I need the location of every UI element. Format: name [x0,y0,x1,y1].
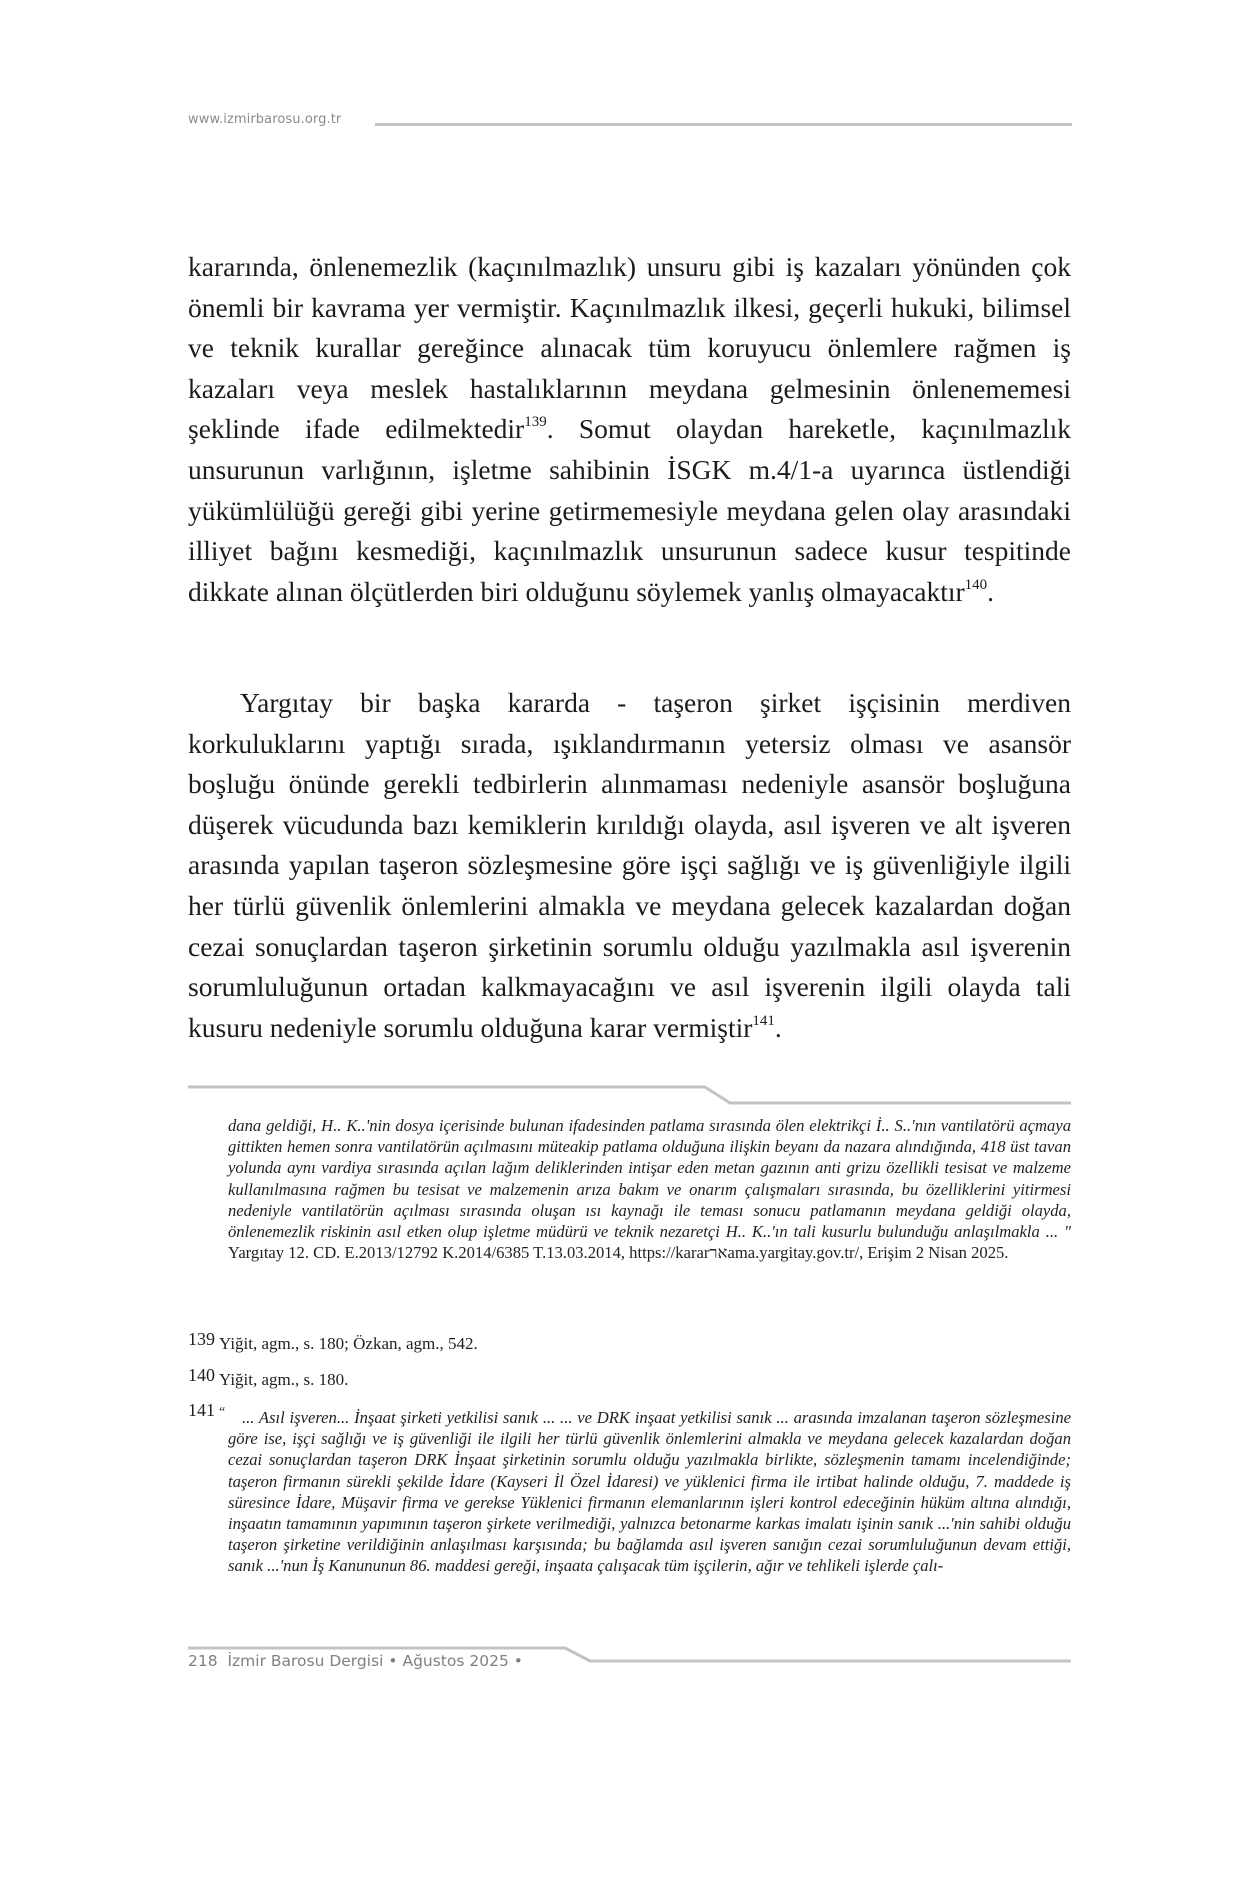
page-number: 218 [188,1652,218,1670]
journal-name: İzmir Barosu Dergisi [227,1652,384,1670]
footnote-ref-141[interactable]: 141 [752,1012,775,1029]
body-paragraph-1 [188,247,1071,612]
footer-bullet: • [388,1652,398,1670]
footnote-number: 141 [188,1400,215,1420]
footnote-continued-citation: Yargıtay 12. CD. E.2013/12792 K.2014/6385 T.13.03.2014, https://kararארama.yargitay.gov.tr/, Erişim 2 Nisan 2025. [228,1243,1009,1263]
footnote-ref-139[interactable]: 139 [524,414,547,431]
footnote-139 [188,1329,1071,1354]
paragraph-2-end: . [774,1011,782,1043]
footnote-open-quote: “ [219,1405,226,1420]
footnote-text: ... Asıl işveren... İnşaat şirketi yetkilisi sanık ... ... ve DRK inşaat yetkilisi sanık ... arasında imzalanan taşeron sözleşmesine göre ise, işçi sağlığı ve iş güvenliği ile ilgili her türlü güvenlik önlemlerini almakla ve meydana gelecek kazalardan doğan cezai sonuçlardan taşeron DRK İnşaat şirketinin sorumlu olduğu yazılmakla birlikte, sözleşmenin tamamı incelendiğinde; taşeron firmanın sürekli şekilde İdare (Kayseri İl Özel İdaresi) ve yüklenici firma ile irtibat halinde olduğu, 7. maddede iş süresince İdare, Müşavir firma ve gerekse Yüklenici firmanın elemanlarının işleri kontrol edeceğinin hüküm altına alındığı, inşaatın tamamının yapımının taşeron şirkete verilmediği, yalnızca betonarme karkas imalatı işinin sanık ...'nin sahibi olduğu taşeron şirketine verildiğinin anlaşılması karşısında; bu bağlamda asıl işveren sanığın cezai sorumluluğunun devam ettiği, sanık ...'nun İş Kanununun 86. maddesi gereği, inşaata çalışacak tüm işçilerin, ağır ve tehlikeli işlerde çalı- [228,1408,1071,1576]
issue-date: Ağustos 2025 [402,1652,509,1670]
footer-bullet-trailing: • [513,1652,523,1670]
header-rule [375,123,1072,126]
footnote-continued [228,1115,1071,1263]
footnote-text: Yiğit, agm., s. 180. [219,1370,349,1389]
paragraph-1-end: . [987,575,995,607]
footnote-ref-140[interactable]: 140 [964,576,988,593]
paragraph-1-text: kararında, önlenemezlik (kaçınılmazlık) unsuru gibi iş kazaları yönünden çok önemli bir kavrama yer vermiştir. Kaçınılmazlık ilkesi, geçerli hukuki, bilimsel ve teknik kurallar gereğince alınacak tüm koruyucu önlemlere rağmen iş kazaları veya meslek hastalıklarının meydana gelmesinin önlenememesi şeklinde ifade edilmektedir [188,251,1071,445]
body-paragraph-2 [188,683,1071,1048]
footnote-text: Yiğit, agm., s. 180; Özkan, agm., 542. [219,1334,478,1353]
paragraph-1-text-2: . Somut olaydan hareketle, kaçınılmazlık unsurunun varlığının, işletme sahibinin İSGK m.4/1-a uyarınca üstlendiği yükümlülüğü gereği gibi yerine getirmemesiyle meydana gelen olay arasındaki illiyet bağını kesmediği, kaçınılmazlık unsurunun sadece kusur tespitinde dikkate alınan ölçütlerden biri olduğunu söylemek yanlış olmayacaktır [188,413,1071,607]
footnote-separator-line [188,1087,1071,1103]
footnote-140 [188,1365,1071,1390]
footnote-continued-quote: dana geldiği, H.. K..'nin dosya içerisinde bulunan ifadesinden patlama sırasında ölen elektrikçi İ.. S..'nın vantilatörü açmaya gittikten hemen sonra vantilatörün açılmasını müteakip patlama olduğuna ilişkin beyanı da nazara alındığında, 418 üst tavan yolunda aynı vardiya sırasında açılan lağım deliklerinden intişar eden metan gazının anti grizu özellikli tesisat ve malzeme kullanılmasına rağmen bu tesisat ve malzemenin arıza bakım ve onarım çalışmaları sırasında, bu özelliklerini yitirmesi nedeniyle vantilatörün açılması sırasında oluşan ısı kaynağı ile teması sonucu patlamanın meydana geldiği olayda, önlenemezlik riskinin asıl etken olup işletme müdürü ve teknik nezaretçi H.. K..'ın tali kusurlu bulunduğu anlaşılmakla ... " [228,1116,1071,1242]
footnote-number: 139 [188,1329,215,1349]
page-footer [188,1652,523,1670]
footnote-141 [228,1407,1071,1577]
footnote-number: 140 [188,1365,215,1385]
header-url[interactable]: www.izmirbarosu.org.tr [188,112,342,127]
paragraph-2-text: Yargıtay bir başka kararda - taşeron şirket işçisinin merdiven korkuluklarını yaptığı sırada, ışıklandırmanın yetersiz olması ve asansör boşluğu önünde gerekli tedbirlerin alınmaması nedeniyle asansör boşluğuna düşerek vücudunda bazı kemiklerin kırıldığı olayda, asıl işveren ve alt işveren arasında yapılan taşeron sözleşmesine göre işçi sağlığı ve iş güvenliğiyle ilgili her türlü güvenlik önlemlerini almakla ve meydana gelecek kazalardan doğan cezai sonuçlardan taşeron şirketinin sorumlu olduğu yazılmakla asıl işverenin sorumluluğunun ortadan kalkmayacağını ve asıl işverenin ilgili olayda tali kusuru nedeniyle sorumlu olduğuna karar vermiştir [188,687,1071,1043]
